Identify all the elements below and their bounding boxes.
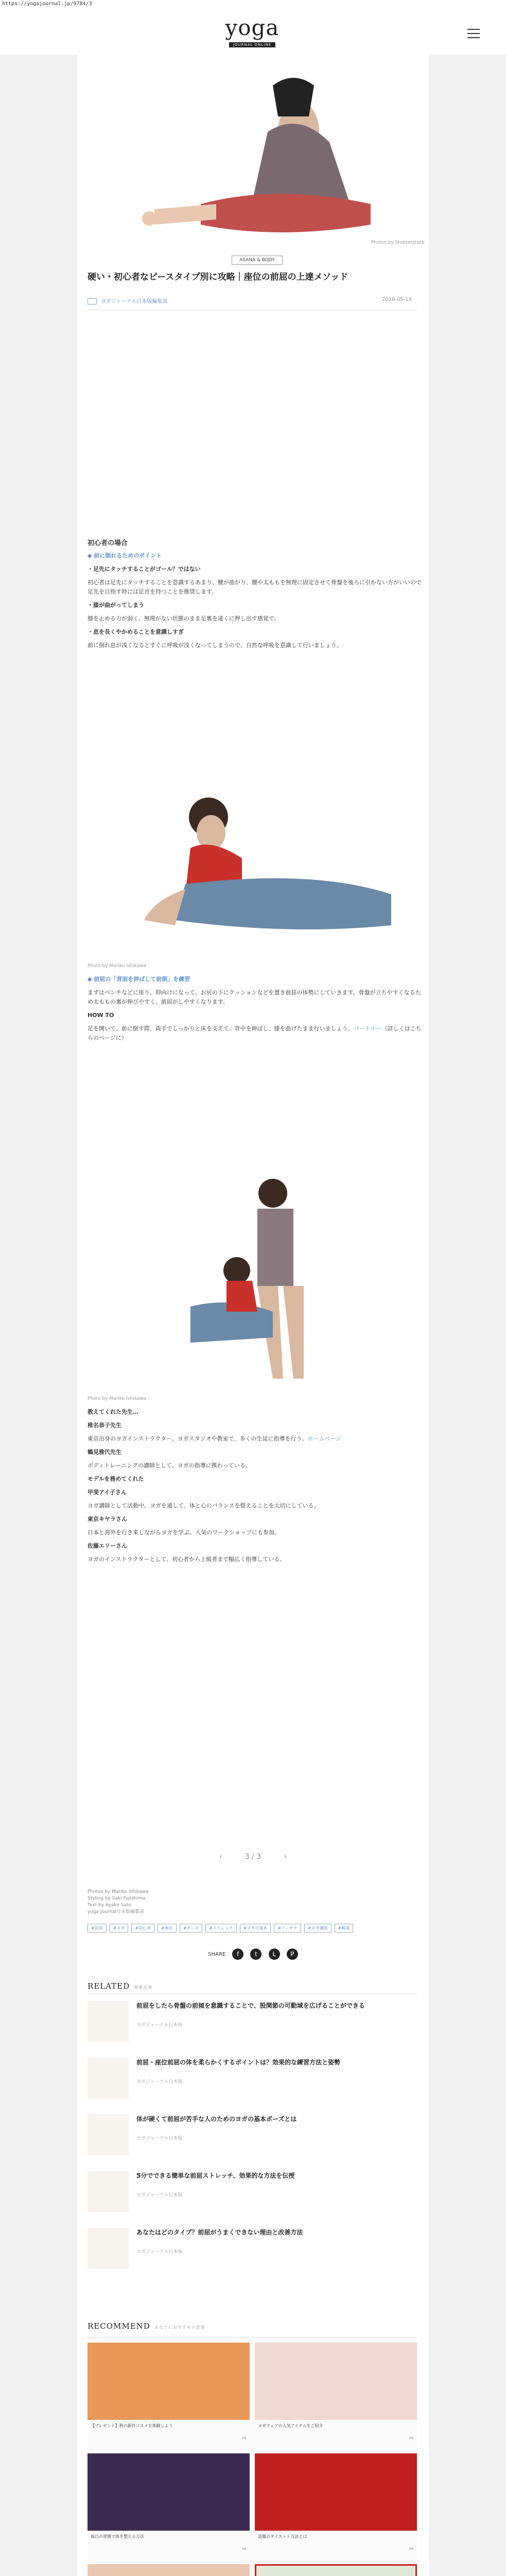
related-thumbnail (88, 2058, 129, 2099)
tag-link[interactable]: #ポーズ (180, 1924, 202, 1933)
howto-text: 足を開いて、前に倒す際、両手でしっかりと床を支えて、背中を伸ばし、膝を曲げたまま行いましょう。パートナー（詳しくはこちらのページに） (88, 1025, 422, 1041)
related-item[interactable]: 体が硬くて前屈が苦手な人のためのヨガの基本ポーズとは ヨガジャーナル日本版 (88, 2110, 417, 2162)
model-3-desc: ヨガのインストラクターとして、初心者から上級者まで幅広く指導している。 (88, 1556, 286, 1563)
hero-credit: Photos by Shutterstock (371, 240, 425, 245)
tag-link[interactable]: #ヨガ (110, 1924, 129, 1933)
article-photo-2 (88, 719, 417, 956)
recommend-card[interactable]: 毎日の習慣で体を整える方法 PR (88, 2453, 250, 2556)
article-meta (88, 297, 422, 304)
prev-page-button[interactable]: ‹ (219, 1853, 222, 1861)
recommend-card[interactable]: 話題のダイエット方法とは PR (255, 2453, 417, 2556)
howto-heading: HOW TO (88, 1012, 114, 1019)
share-bar (77, 1948, 429, 1960)
credit-line: Text by Ayako Sato (88, 1903, 131, 1908)
related-thumbnail (88, 2171, 129, 2212)
model-head: モデルを務めてくれた (88, 1476, 144, 1482)
recommend-card[interactable] (255, 2564, 417, 2576)
related-heading: RELATED 関連記事 (88, 1981, 153, 1991)
related-thumbnail (88, 2001, 129, 2042)
teacher-1-link[interactable]: ホームページ (307, 1435, 342, 1442)
recommend-grid (88, 2337, 417, 2576)
tag-link[interactable]: #ストレッチ (205, 1924, 237, 1933)
tag-link[interactable]: #前屈 (88, 1924, 107, 1933)
partner-link[interactable]: パートナー (353, 1025, 382, 1032)
photo3-credit: Photo by Mariko Ishikawa (88, 1396, 147, 1401)
model-3-name: 佐藤エリーさん (88, 1543, 127, 1549)
teacher-2-name: 鶴見雅代先生 (88, 1449, 121, 1455)
tag-link[interactable]: #座位 (158, 1924, 177, 1933)
credit-line: Styling by Saki Fujishima (88, 1896, 146, 1901)
credit-line: Photos by Mariko Ishikawa (88, 1889, 149, 1894)
model-2-desc: 日本と海外を行き来しながらヨガを学ぶ。人気のワークショップにも参加。 (88, 1529, 280, 1536)
recommend-heading: RECOMMEND あなたにおすすめの記事 (88, 2321, 205, 2331)
model-1-desc: ヨガ講師として活動中。ヨガを通して、体と心のバランスを整えることを大切にしている。 (88, 1502, 320, 1509)
photo2-caption-text: まずはベンチなどに座り、仰向けになって、お尻の下にクッションなどを置き前屈の体勢にしていきます。骨盤が立ちやすくなるため太ももの裏が伸びやすく、前屈がしやすくなります。 (88, 989, 421, 1005)
recommend-card[interactable]: ヨガウェアの人気アイテムをご紹介 PR (255, 2343, 417, 2446)
logo-sub: JOURNAL ONLINE (229, 42, 275, 47)
credit-line: yoga Journal日本版編集部 (88, 1909, 145, 1914)
page-indicator: 3 / 3 (245, 1853, 261, 1861)
article-photo-3 (88, 1152, 417, 1389)
line-share-icon[interactable]: L (269, 1948, 280, 1960)
model-1-name: 甲斐アイ子さん (88, 1489, 127, 1496)
point1-text: 初心者は足先にタッチすることを意識するあまり、腰が曲がり、腰や太ももを無理に固定させて骨盤を後ろに引かない方がいいので足先を目指す時には足首を持つことを推奨します。 (88, 579, 422, 595)
tag-link[interactable]: #初心者 (131, 1924, 154, 1933)
tag-link[interactable]: #アーサナ (274, 1924, 301, 1933)
facebook-share-icon[interactable]: f (232, 1948, 243, 1960)
hero-image (77, 55, 429, 250)
pagination (77, 1853, 429, 1861)
teachers-section (88, 1394, 422, 1568)
main-content (77, 55, 429, 2576)
hamburger-menu-icon[interactable] (467, 29, 480, 38)
article-date: 2018-05-18 (381, 297, 412, 302)
photo2-caption-head: ◆ 前屈の「背面を伸ばして前倒」を練習 (88, 976, 190, 982)
point3-text: 前に倒れ息が浅くなるとすぐに呼吸が浅くなってしまうので、自然な呼吸を意識して行いましょう。 (88, 642, 342, 649)
teacher-1-name: 椎名恭子先生 (88, 1422, 121, 1429)
teachers-head: 教えてくれた先生… (88, 1409, 138, 1415)
next-page-button[interactable]: › (284, 1853, 287, 1861)
tag-list (88, 1922, 422, 1935)
author-link[interactable]: ヨガジャーナル日本版編集部 (101, 299, 168, 304)
site-header (0, 8, 506, 55)
teacher-1-desc: 東京出身のヨガインストラクター。ヨガスタジオや教室で、多くの生徒に指導を行う。 (88, 1435, 308, 1442)
category-tag[interactable]: ASANA & BODY (232, 256, 283, 265)
recommend-card[interactable] (88, 2564, 250, 2576)
logo-word: yoga (225, 15, 280, 40)
twitter-share-icon[interactable]: t (250, 1948, 261, 1960)
related-item[interactable]: 前屈・座位前屈の体を柔らかくするポイントは？効果的な練習方法と姿勢 ヨガジャーナル日本版 (88, 2054, 417, 2105)
tag-link[interactable]: #解説 (335, 1924, 354, 1933)
page-title: 硬い・初心者なピースタイプ別に攻略｜座位の前屈の上達メソッド (88, 272, 348, 282)
section-heading: 初心者の場合 (88, 539, 128, 547)
point2-text: 膝を止める力が弱く、無理がない状態のまま足裏を遠くに押し出す感覚で。 (88, 615, 280, 622)
related-thumbnail (88, 2228, 129, 2269)
model-2-name: 東京キヤラさん (88, 1516, 127, 1522)
point-heading: ◆ 前に倒れるためのポイント (88, 552, 162, 559)
url-bar[interactable]: https://yogajournal.jp/9784/3 (0, 0, 506, 8)
related-item[interactable]: 前屈をしたら骨盤の前傾を意識することで、股関節の可動域を広げることができる ヨガジャーナル日本版 (88, 1997, 417, 2048)
recommend-card[interactable]: 【プレゼント】秋の新作コスメを体験しよう PR (88, 2343, 250, 2446)
related-item[interactable]: 5分でできる簡単な前屈ストレッチ、効果的な方法を伝授 ヨガジャーナル日本版 (88, 2167, 417, 2218)
photo2-caption (88, 961, 422, 1047)
author-icon (88, 298, 97, 304)
related-thumbnail (88, 2114, 129, 2156)
site-logo[interactable] (216, 15, 288, 48)
pinterest-share-icon[interactable]: P (287, 1948, 298, 1960)
photo2-credit: Photo by Mariko Ishikawa (88, 963, 147, 969)
tag-link[interactable]: #ヨガ講座 (304, 1924, 331, 1933)
share-label: SHARE (208, 1952, 226, 1957)
point2-head: ・膝が曲がってしまう (88, 602, 144, 608)
credits (88, 1889, 422, 1916)
point1-head: ・足先にタッチすることがゴール？ではない (88, 566, 201, 572)
tag-link[interactable]: #ヨガの基本 (240, 1924, 271, 1933)
point3-head: ・息を長くやかめることを意識しすぎ (88, 629, 184, 635)
section-1 (88, 539, 422, 654)
teacher-2-desc: ボディトレーニングの講師として、ヨガの指導に携わっている。 (88, 1462, 251, 1469)
related-item[interactable]: あなたはどのタイプ？前屈がうまくできない理由と改善方法 ヨガジャーナル日本版 (88, 2224, 417, 2275)
